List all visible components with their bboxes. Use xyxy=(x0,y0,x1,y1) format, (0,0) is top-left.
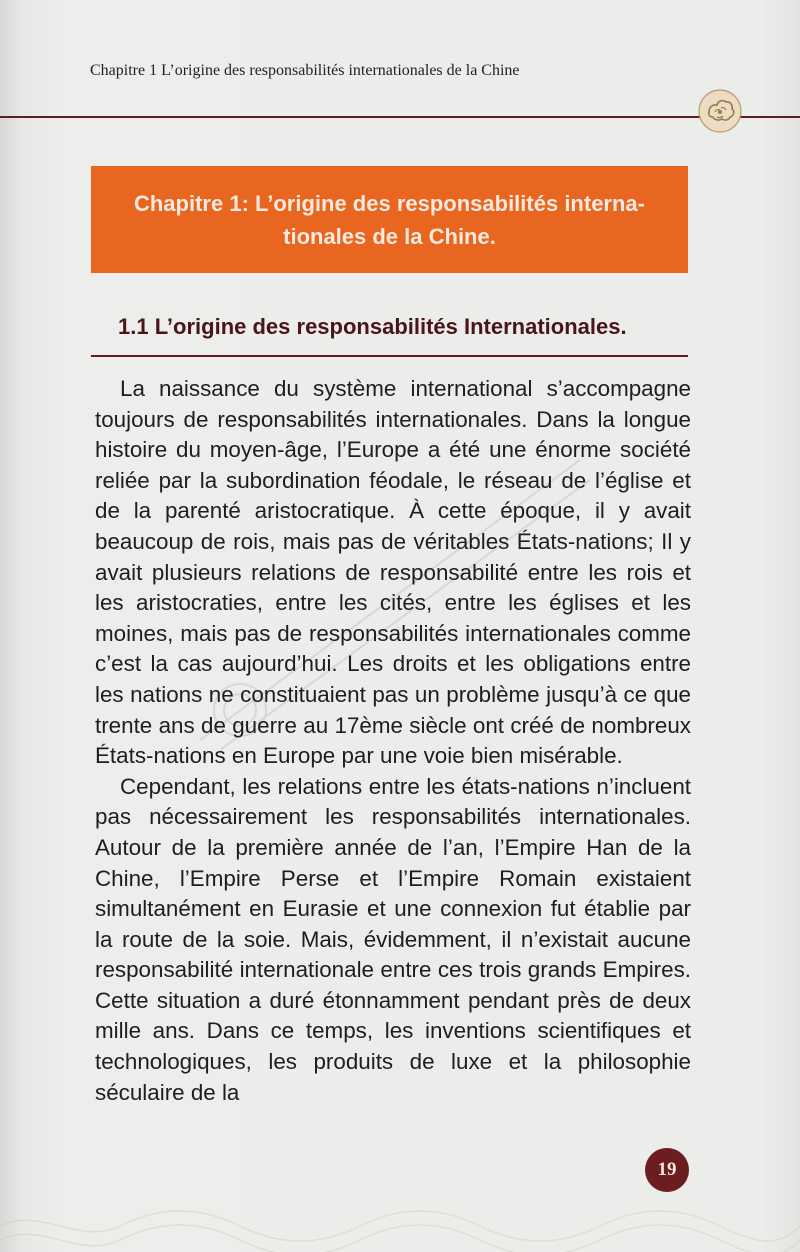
chapter-title-box xyxy=(91,166,688,273)
paragraph: La naissance du système international s’accompagne toujours de responsabilités internationales. Dans la longue histoire du moyen-âge, l’Europe a été une énorme société reliée par la subordination féodale, le réseau de l’église et de la parenté aristocratique. À cette époque, il y avait beaucoup de rois, mais pas de véritables États-nations; Il y avait plusieurs relations de responsabilité entre les rois et les aristocraties, entre les cités, entre les églises et les moines, mais pas de responsabilités internationales comme c’est la cas aujourd’hui. Les droits et les obligations entre les nations ne constituaient pas un problème jusqu’à ce que trente ans de guerre au 17ème siècle ont créé de nombreux États-nations en Europe par une voie bien misérable. xyxy=(95,376,691,769)
paragraph: Cependant, les relations entre les états-nations n’incluent pas nécessairement les responsabilités internationales. Autour de la première année de l’an, l’Empire Han de la Chine, l’Empire Perse et l’Empire Romain existaient simultanément en Eurasie et une connexion fut établie par la route de la soie. Mais, évidemment, il n’existait aucune responsabilité internationale entre ces trois grands Empires. Cette situation a duré étonnamment pendant près de deux mille ans. Dans ce temps, les inventions scientifiques et technologiques, les produits de luxe et la philosophie séculaire de la xyxy=(95,773,691,1105)
chapter-title xyxy=(134,187,645,253)
page-number-badge: 19 xyxy=(645,1148,689,1192)
header-rule xyxy=(0,116,800,118)
cloud-scroll-ornament-icon xyxy=(697,88,743,134)
body-text xyxy=(95,374,691,1108)
section-title: 1.1 L’origine des responsabilités Internationales. xyxy=(118,314,627,339)
running-head: Chapitre 1 L’origine des responsabilités internationales de la Chine xyxy=(90,62,520,79)
bottom-decorative-pattern xyxy=(0,1196,800,1252)
chapter-title-line2: tionales de la Chine. xyxy=(283,223,496,249)
chapter-title-line1: Chapitre 1: L’origine des responsabilités interna- xyxy=(133,190,645,216)
section-rule xyxy=(91,355,688,357)
